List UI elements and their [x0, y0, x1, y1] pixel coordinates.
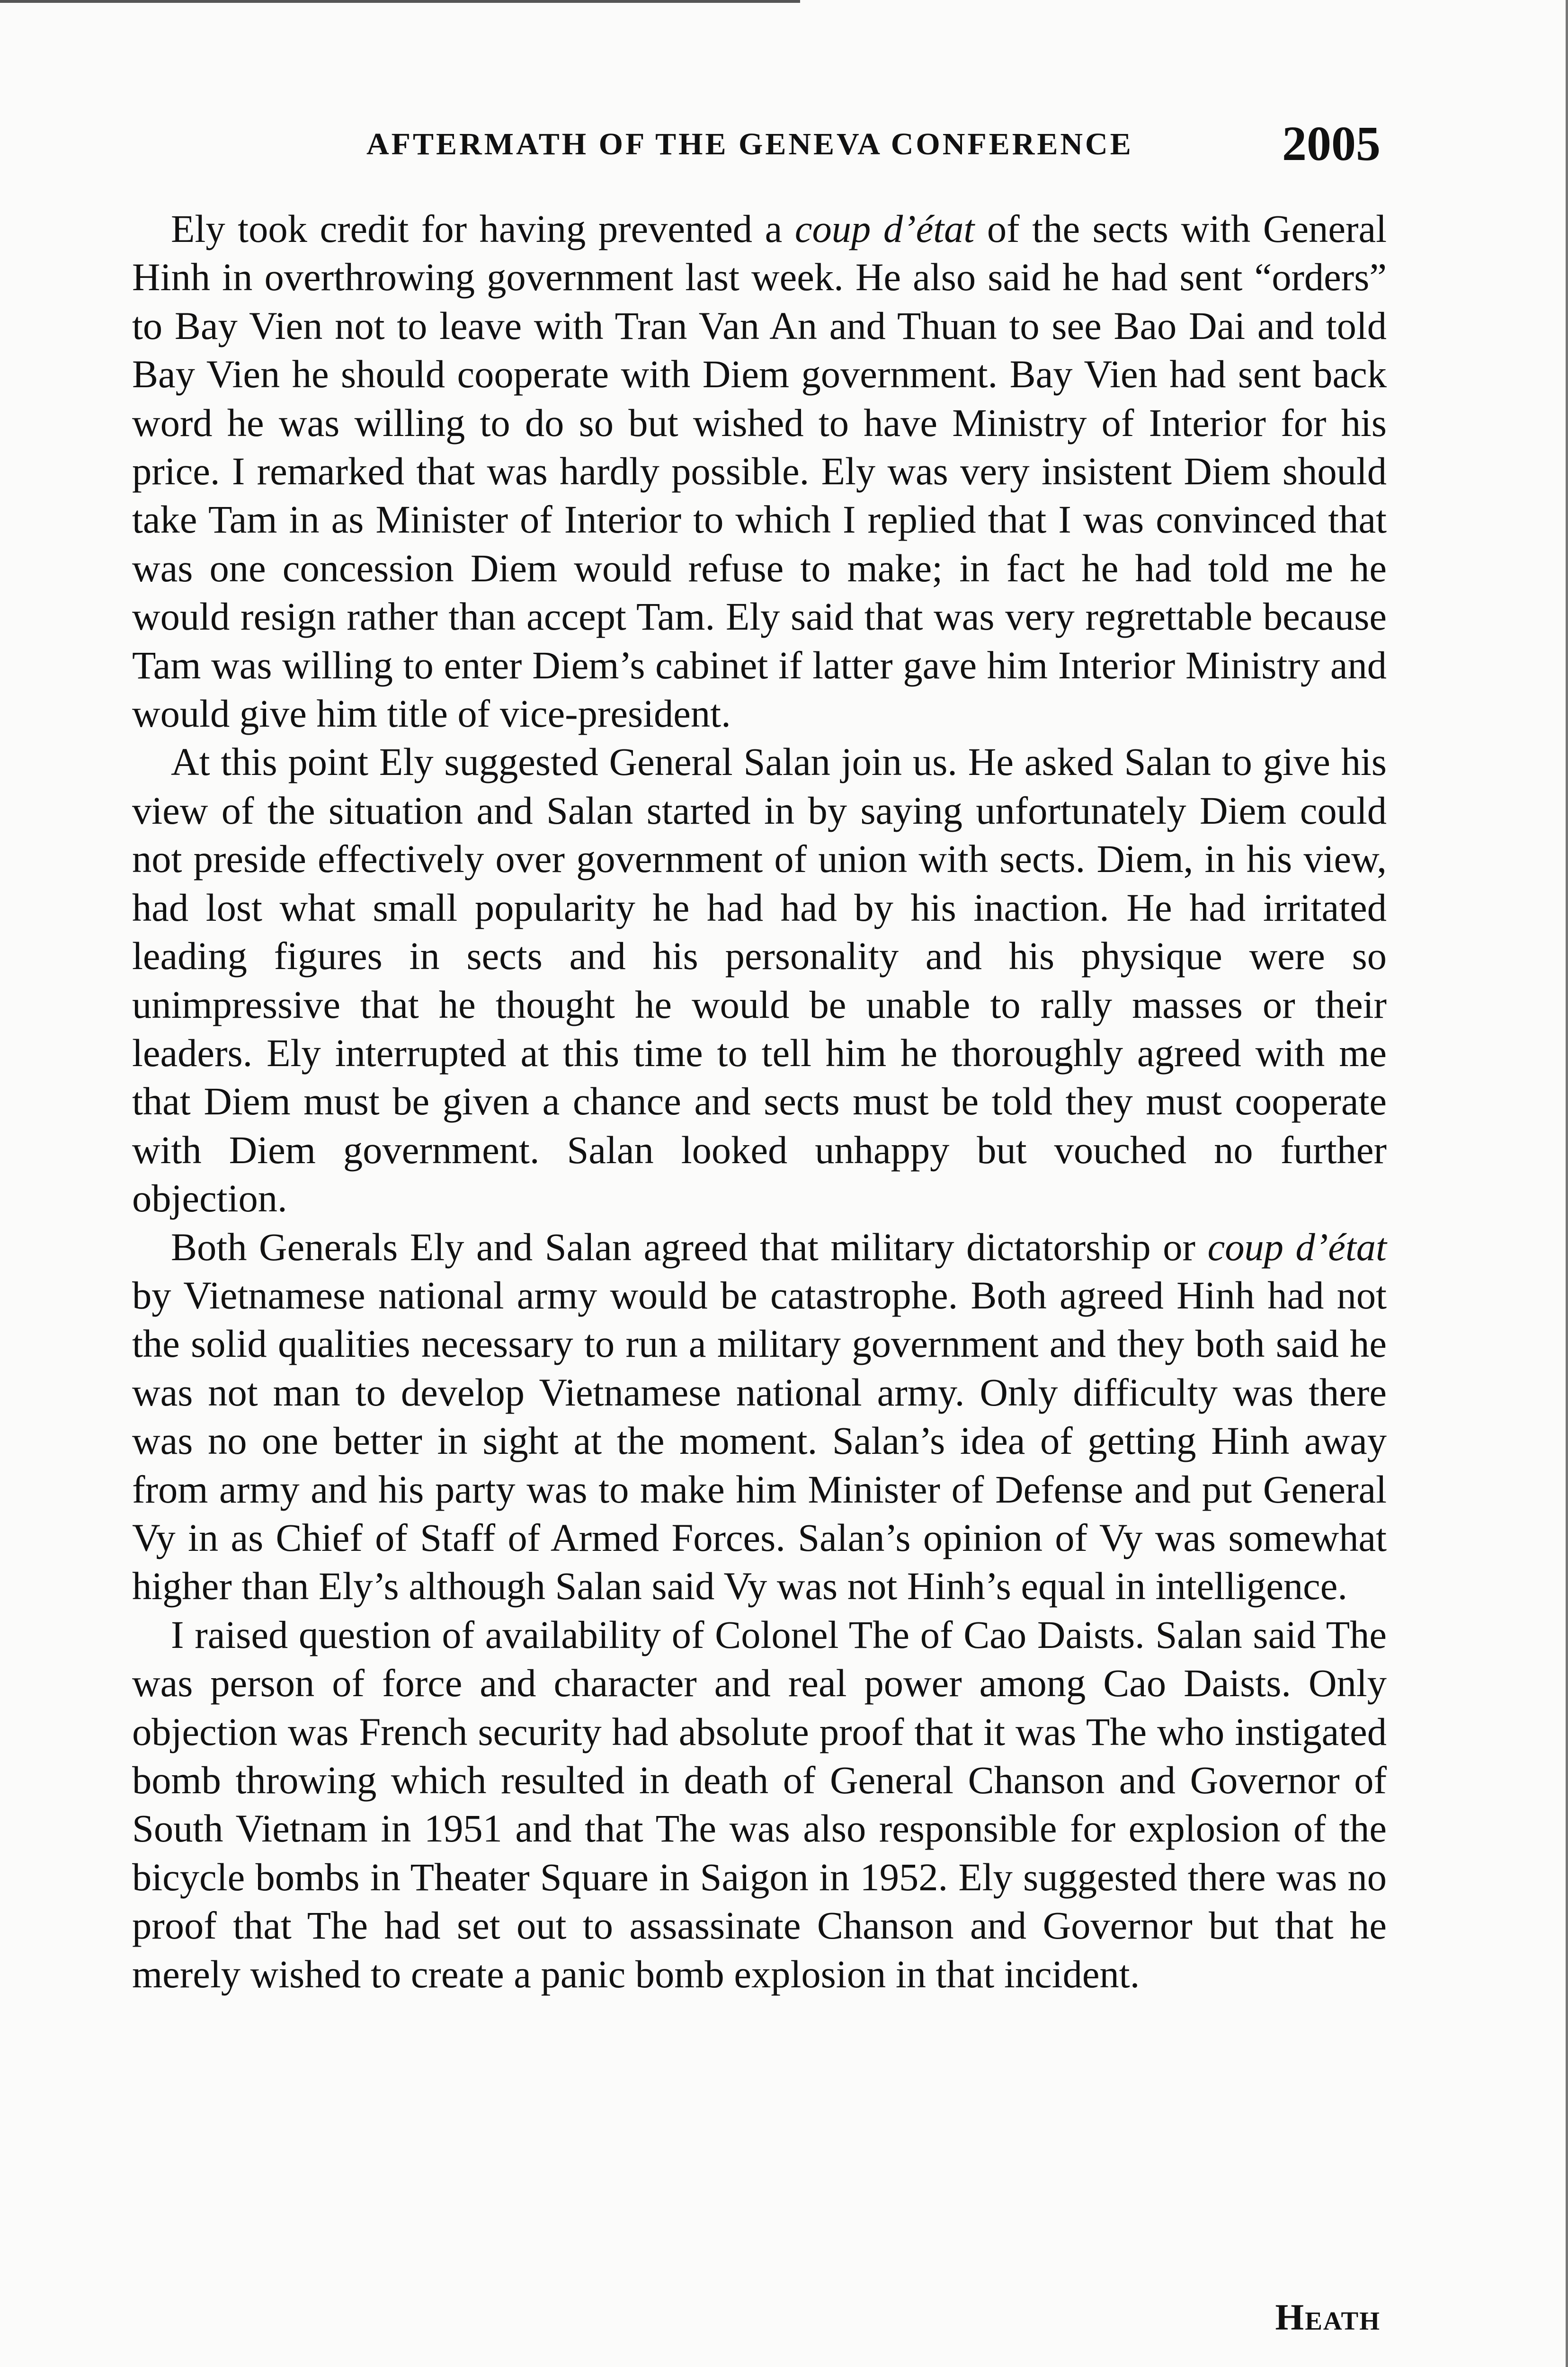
paragraph-4: [132, 1611, 1387, 1998]
top-rule: [0, 0, 800, 3]
italic-phrase: coup d’état: [794, 207, 975, 250]
page-edge: [1566, 0, 1568, 2367]
paragraph-text: of the sects with General Hinh in overthrowing government last week. He also said he had sent “orders” to Bay Vien not to leave with Tran Van An and Thuan to see Bao Dai and told Bay Vien he should cooperate with Diem government. Bay Vien had sent back word he was willing to do so but wished to have Ministry of Interior for his price. I remarked that was hardly possible. Ely was very insistent Diem should take Tam in as Minister of Interior to which I replied that I was convinced that was one concession Diem would refuse to make; in fact he had told me he would resign rather than accept Tam. Ely said that was very regrettable because Tam was willing to enter Diem’s cabinet if latter gave him Interior Ministry and would give him title of vice-president.: [132, 207, 1387, 736]
paragraph-text: Both Generals Ely and Salan agreed that military dictatorship or: [171, 1225, 1208, 1269]
paragraph-3: [132, 1223, 1387, 1611]
paragraph-text: I raised question of availability of Colonel The of Cao Daists. Salan said The was person of force and character and real power among Cao Daists. Only objection was French security had absolute proof that it was The who instigated bomb throwing which resulted in death of General Chanson and Governor of South Vietnam in 1951 and that The was also responsible for explosion of the bicycle bombs in Theater Square in Saigon in 1952. Ely suggested there was no proof that The had set out to assassinate Chanson and Governor but that he merely wished to create a panic bomb explosion in that incident.: [132, 1612, 1387, 1996]
paragraph-1: [132, 205, 1387, 738]
signature: Heath: [1275, 2296, 1381, 2338]
paragraph-text: Ely took credit for having prevented a: [171, 207, 795, 250]
paragraph-text: At this point Ely suggested General Salan join us. He asked Salan to give his view of the situation and Salan started in by saying unfortunately Diem could not preside effectively over government of union with sects. Diem, in his view, had lost what small popularity he had had by his inaction. He had irritated leading figures in sects and his personality and his physique were so unimpressive that he thought he would be unable to rally masses or their leaders. Ely interrupted at this time to tell him he thoroughly agreed with me that Diem must be given a chance and sects must be told they must cooperate with Diem government. Salan looked unhappy but vouched no further objection.: [132, 740, 1387, 1220]
paragraph-2: [132, 738, 1387, 1222]
body-text: [132, 205, 1387, 1998]
running-head: AFTERMATH OF THE GENEVA CONFERENCE: [366, 127, 1133, 161]
paragraph-text: by Vietnamese national army would be catastrophe. Both agreed Hinh had not the solid qualities necessary to run a military government and they both said he was not man to develop Vietnamese national army. Only difficulty was there was no one better in sight at the moment. Salan’s idea of getting Hinh away from army and his party was to make him Minister of Defense and put General Vy in as Chief of Staff of Armed Forces. Salan’s opinion of Vy was somewhat higher than Ely’s although Salan said Vy was not Hinh’s equal in intelligence.: [132, 1273, 1387, 1608]
page-number: 2005: [1282, 116, 1381, 171]
italic-phrase: coup d’état: [1207, 1225, 1387, 1269]
